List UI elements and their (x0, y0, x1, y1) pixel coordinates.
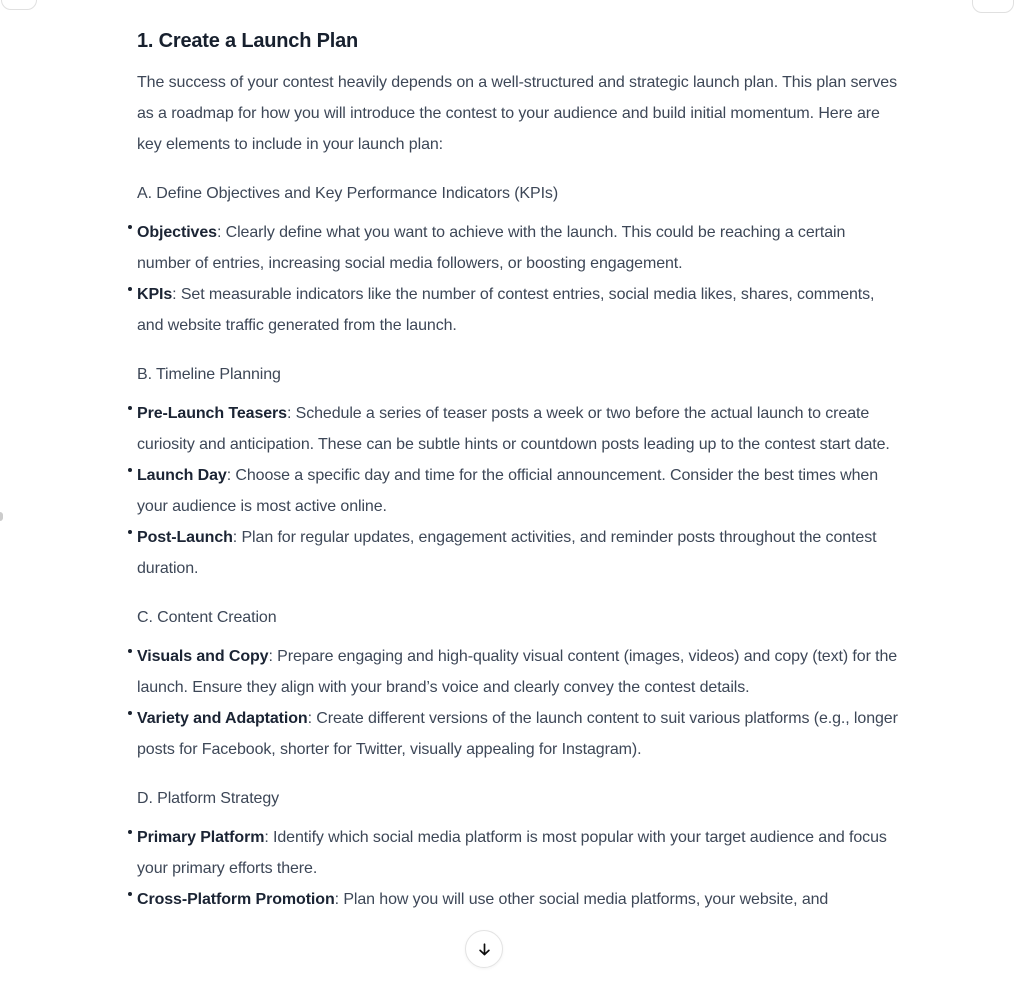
subsection-title-a: A. Define Objectives and Key Performance Indicators (KPIs) (137, 185, 559, 202)
bullet-list-b (137, 398, 903, 584)
bullet-term: Objectives (137, 224, 217, 241)
bullet-text: : Choose a specific day and time for the official announcement. Consider the best times when your audience is most active online. (137, 467, 879, 515)
page-title: 1. Create a Launch Plan (137, 30, 359, 52)
bullet-list-a (137, 217, 903, 341)
bullet-text: : Identify which social media platform is most popular with your target audience and focus your primary efforts there. (137, 829, 887, 877)
bullet-term: Variety and Adaptation (137, 710, 308, 727)
scroll-to-bottom-button[interactable] (465, 930, 503, 968)
list-item (137, 217, 903, 279)
bullet-text: : Schedule a series of teaser posts a week or two before the actual launch to create curiosity and anticipation. These can be subtle hints or countdown posts leading up to the contest start date. (137, 405, 890, 453)
bullet-text: : Plan how you will use other social media platforms, your website, and (334, 891, 829, 908)
bullet-text: : Plan for regular updates, engagement activities, and reminder posts throughout the contest duration. (137, 529, 877, 577)
subsection-title-b: B. Timeline Planning (137, 366, 281, 383)
list-item (137, 522, 903, 584)
bullet-term: Pre-Launch Teasers (137, 405, 287, 422)
bullet-term: KPIs (137, 286, 173, 303)
bullet-text: : Create different versions of the launch content to suit various platforms (e.g., longer posts for Facebook, shorter for Twitter, visually appealing for Instagram). (137, 710, 898, 758)
intro-paragraph: The success of your contest heavily depends on a well-structured and strategic launch plan. This plan serves as a roadmap for how you will introduce the contest to your audience and build initial momentum. Here are key elements to include in your launch plan: (137, 74, 897, 153)
bullet-term: Visuals and Copy (137, 648, 269, 665)
bullet-term: Launch Day (137, 467, 227, 484)
top-right-cropped-button[interactable] (972, 0, 1014, 13)
bullet-term: Post-Launch (137, 529, 233, 546)
bullet-list-d (137, 822, 903, 915)
bullet-term: Primary Platform (137, 829, 265, 846)
list-item (137, 460, 903, 522)
bullet-list-c (137, 641, 903, 765)
list-item (137, 398, 903, 460)
list-item (137, 279, 903, 341)
list-item (137, 703, 903, 765)
top-left-cropped-button[interactable] (1, 0, 37, 10)
subsection-title-d: D. Platform Strategy (137, 790, 280, 807)
assistant-message (137, 28, 903, 933)
arrow-down-icon (476, 941, 493, 958)
list-item (137, 822, 903, 884)
list-item (137, 884, 903, 915)
list-item (137, 641, 903, 703)
left-edge-artifact (0, 512, 3, 521)
bullet-text: : Set measurable indicators like the number of contest entries, social media likes, shares, comments, and website traffic generated from the launch. (137, 286, 875, 334)
bullet-text: : Prepare engaging and high-quality visual content (images, videos) and copy (text) for the launch. Ensure they align with your brand’s voice and clearly convey the contest details. (137, 648, 898, 696)
bullet-text: : Clearly define what you want to achieve with the launch. This could be reaching a certain number of entries, increasing social media followers, or boosting engagement. (137, 224, 846, 272)
subsection-title-c: C. Content Creation (137, 609, 277, 626)
bullet-term: Cross-Platform Promotion (137, 891, 335, 908)
